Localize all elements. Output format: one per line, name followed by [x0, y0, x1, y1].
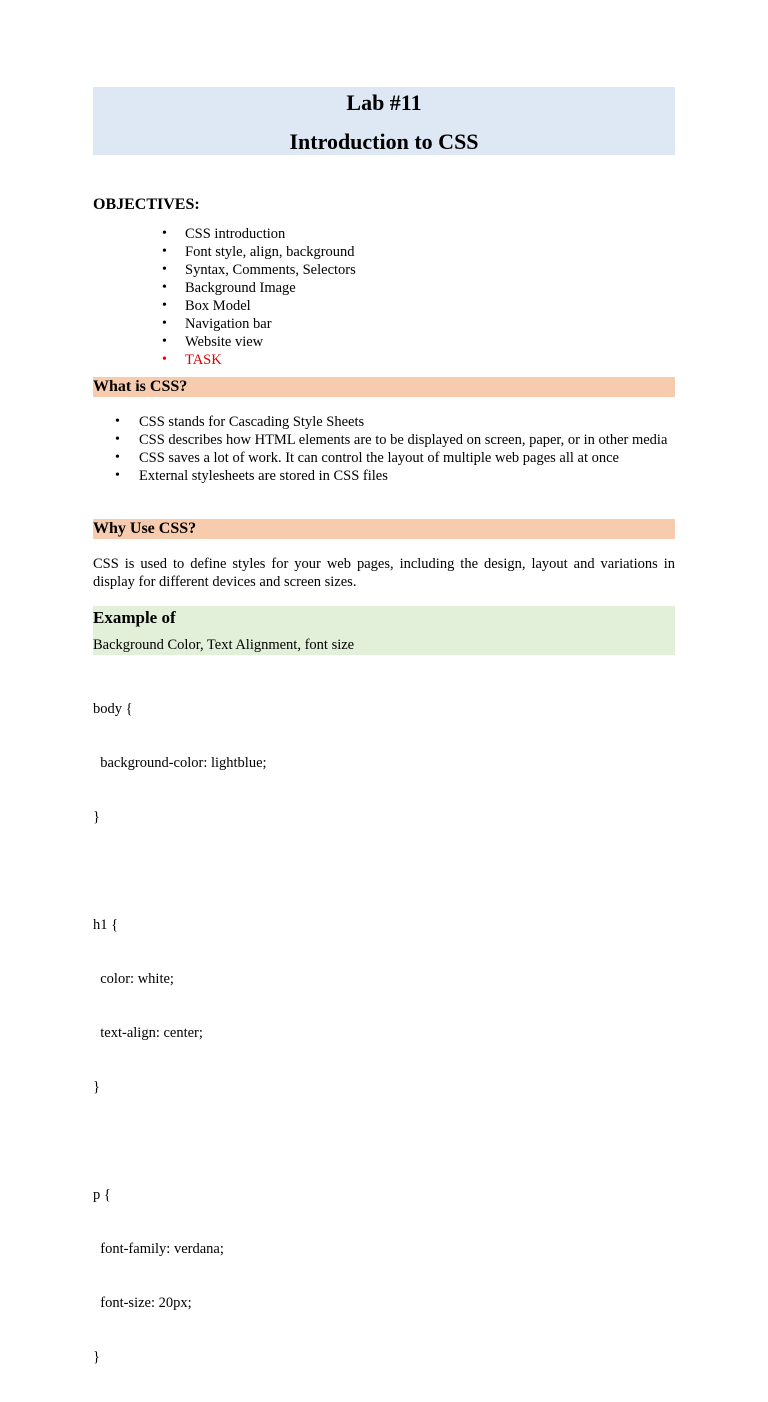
bullet-icon: • [162, 352, 167, 367]
list-item: • Background Image [162, 280, 296, 296]
objectives-heading: OBJECTIVES: [93, 196, 200, 213]
list-item: • CSS introduction [162, 226, 286, 242]
code-line: } [93, 1349, 100, 1365]
lab-number-title: Lab #11 [346, 90, 422, 115]
list-item: • Syntax, Comments, Selectors [162, 262, 356, 278]
bullet-icon: • [162, 226, 167, 241]
list-item: • External stylesheets are stored in CSS files [115, 468, 388, 484]
lab-topic-title: Introduction to CSS [289, 129, 479, 154]
code-line: font-size: 20px; [93, 1295, 192, 1311]
bullet-icon: • [162, 244, 167, 259]
bullet-icon: • [115, 468, 120, 483]
code-line: color: white; [93, 971, 174, 987]
code-line [93, 1132, 675, 1150]
list-item: • Font style, align, background [162, 244, 355, 260]
code-line: text-align: center; [93, 1025, 203, 1041]
bullet-icon: • [162, 316, 167, 331]
code-line: } [93, 809, 100, 825]
title-banner [93, 87, 675, 155]
bullet-icon: • [162, 298, 167, 313]
why-use-css-heading: Why Use CSS? [93, 519, 675, 539]
code-line: background-color: lightblue; [93, 755, 267, 771]
list-item: • CSS stands for Cascading Style Sheets [115, 414, 365, 430]
code-line: } [93, 1079, 100, 1095]
bullet-icon: • [162, 280, 167, 295]
example-banner [93, 606, 675, 655]
code-line: font-family: verdana; [93, 1241, 224, 1257]
code-line: body { [93, 701, 133, 717]
code-line: h1 { [93, 917, 119, 933]
objectives-list [162, 225, 485, 369]
what-is-css-list [115, 413, 675, 485]
bullet-icon: • [115, 432, 120, 447]
list-item: • CSS saves a lot of work. It can control the layout of multiple web pages all at once [115, 450, 619, 466]
what-is-css-heading: What is CSS? [93, 377, 675, 397]
why-use-css-paragraph: CSS is used to define styles for your web pages, including the design, layout and variations in display for different devices and screen sizes. [93, 556, 675, 590]
list-item: • Navigation bar [162, 316, 272, 332]
bullet-icon: • [162, 334, 167, 349]
bullet-icon: • [115, 450, 120, 465]
code-block [93, 664, 675, 1402]
task-list-item: • TASK [162, 352, 222, 368]
list-item: • CSS describes how HTML elements are to be displayed on screen, paper, or in other media [115, 432, 668, 448]
bullet-icon: • [162, 262, 167, 277]
example-subtitle: Background Color, Text Alignment, font size [93, 637, 355, 653]
list-item: • Website view [162, 334, 264, 350]
bullet-icon: • [115, 414, 120, 429]
code-line [93, 862, 675, 880]
list-item: • Box Model [162, 298, 251, 314]
code-line: p { [93, 1187, 111, 1203]
example-title: Example of [93, 608, 176, 627]
